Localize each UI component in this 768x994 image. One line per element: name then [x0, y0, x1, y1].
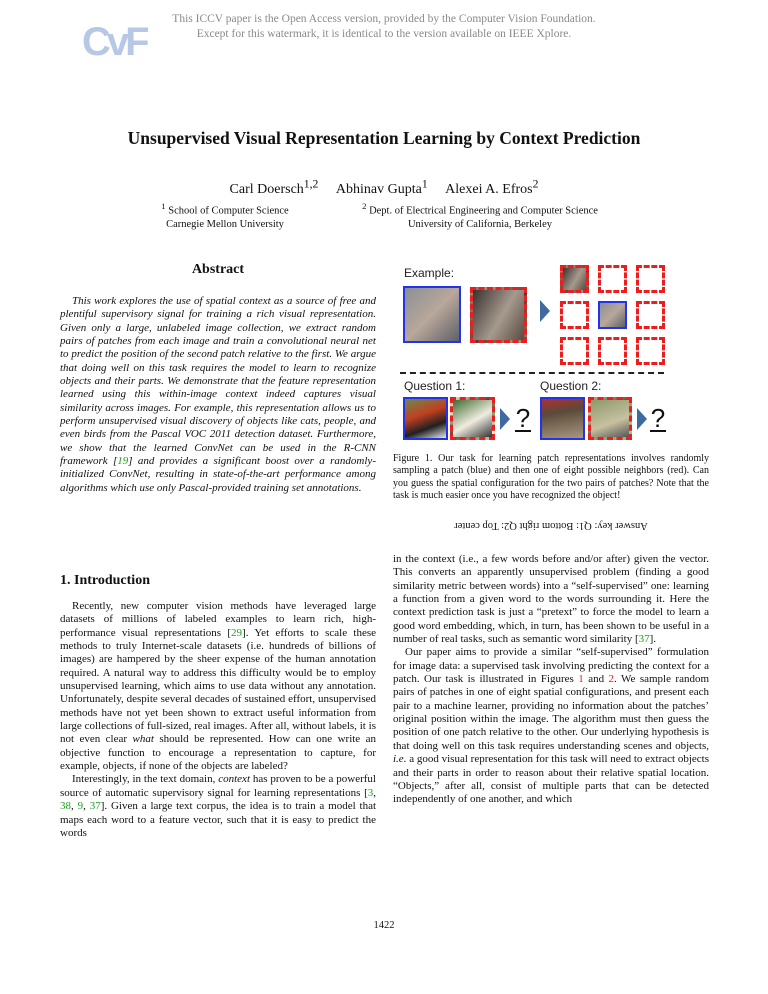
figure-reference-link[interactable]: 1	[578, 673, 584, 686]
paragraph	[60, 773, 376, 840]
question-mark: ?	[515, 403, 531, 433]
text-run: a good visual representation for this task will need to extract objects and their parts in order to reason about their relative spatial location. “Objects,” after all, consist of multiple parts that can be detected independently of one another, and which	[393, 753, 709, 806]
text-run: Our paper aims to provide a similar “self-supervised” formulation for image data: a supervised task involving predicting the context for a patch. Our task is illustrated in Figures	[393, 646, 709, 686]
grid-cell	[636, 265, 665, 293]
author: Carl Doersch$^{1,2}$	[229, 177, 319, 197]
author: Alexei A. Efros$^2$	[445, 177, 539, 197]
right-column-body	[393, 553, 709, 807]
watermark	[0, 12, 768, 42]
paragraph	[393, 646, 709, 806]
citation-link[interactable]: 19	[117, 455, 129, 468]
abstract-heading: Abstract	[191, 262, 245, 277]
center-patch-image	[403, 286, 461, 343]
author-list	[0, 177, 768, 198]
neighbor-patch-image	[470, 287, 527, 343]
text-run: Recently, new computer vision methods have leveraged large datasets of millions of labeled examples to learn rich, high-performance visual representations [	[60, 600, 376, 639]
abstract-body	[60, 295, 376, 495]
text-run: ,	[83, 800, 90, 813]
section-heading-introduction: 1. Introduction	[60, 573, 150, 588]
citation-link[interactable]: 37	[89, 800, 101, 813]
text-run: has proven to be a powerful source of automatic supervisory signal for learning representations [	[60, 773, 376, 799]
arrow-icon	[540, 300, 550, 322]
figure-caption: Figure 1. Our task for learning patch representations involves randomly sampling a patch (blue) and then one of eight possible neighbors (red). Can you guess the spatial configuration for the two pairs of patches? Note that the task is much easier once you have recognized the object!	[393, 453, 709, 502]
text-run: ] and provides a significant boost over a randomly-initialized ConvNet, resulting in state-of-the-art performance among algorithms which use only Pascal-provided training set annotations.	[60, 455, 376, 494]
citation-link[interactable]: 3	[367, 786, 374, 799]
text-run: ,	[71, 800, 78, 813]
introduction-body	[60, 600, 376, 840]
affiliation-1: $^1$ School of Computer Science Carnegie Mellon University	[161, 201, 289, 230]
grid-cell-center	[598, 301, 627, 329]
q2-neighbor-patch	[588, 397, 632, 440]
divider	[400, 372, 664, 374]
author: Abhinav Gupta$^1$	[335, 177, 428, 197]
text-run: should be represented. How can one write an objective function to encourage a representation to capture, for example, objects, if none of the objects are labeled?	[60, 733, 377, 773]
emphasis-text: context	[218, 773, 250, 786]
example-label: Example:	[404, 266, 455, 280]
paper-title: Unsupervised Visual Representation Learning by Context Prediction	[127, 128, 641, 148]
grid-cell	[598, 337, 627, 365]
grid-cell	[560, 265, 589, 293]
paragraph	[60, 600, 376, 773]
figure-1	[393, 258, 709, 448]
citation-link[interactable]: 9	[77, 800, 84, 813]
q1-neighbor-patch	[450, 397, 495, 440]
grid-cell	[598, 265, 627, 293]
page-number: 1422	[373, 920, 395, 931]
question-mark: ?	[650, 403, 666, 433]
grid-cell	[560, 301, 589, 329]
paragraph	[393, 553, 709, 646]
grid-cell	[636, 337, 665, 365]
figure-reference-link[interactable]: 2	[608, 673, 615, 686]
citation-link[interactable]: 29	[231, 626, 243, 639]
text-run: ]. Yet efforts to scale these methods to truly Internet-scale datasets (i.e. hundreds of billions of images) are hampered by the sheer expense of the human annotation required. A natural way to address this difficulty would be to employ unsupervised learning, which aims to use data without any annotation. Unfortunately, despite several decades of sustained effort, unsupervised methods have not yet been shown to extract useful information from large collections of full-sized, real images. After all, without labels, it is not even clear	[60, 626, 377, 746]
text-run: . We sample random pairs of patches in one of eight spatial configurations, and present each pair to a machine learner, providing no information about the patches’ original position within the image. The algorithm must then guess the position of one patch relative to the other. Our underlying hypothesis is that doing well on this task requires understanding scenes and objects,	[393, 673, 710, 752]
grid-cell	[560, 337, 589, 365]
grid-cell	[636, 301, 665, 329]
text-run: ,	[373, 786, 376, 799]
citation-link[interactable]: 38	[60, 800, 71, 813]
text-run: ].	[649, 633, 657, 646]
watermark-line-1: This ICCV paper is the Open Access version, provided by the Computer Vision Foundation.	[172, 13, 596, 25]
affiliation-2: $^2$ Dept. of Electrical Engineering and Computer Science University of California, Berkeley	[362, 201, 598, 230]
arrow-icon	[500, 408, 510, 430]
text-run: and	[583, 673, 609, 686]
cvf-logo: CvF	[82, 20, 146, 64]
text-run: in the context (i.e., a few words before and/or after) given the vector. This converts an apparently unsupervised problem (finding a good similarity metric between words) into a “self-supervised” one: learning a function from a given word to the words surrounding it. Here the context prediction task is just a “pretext” to force the model to learn a good word embedding, which, in turn, has been shown to be useful in a number of real tasks, such as semantic word similarity [	[393, 553, 709, 646]
emphasis-text: what	[132, 733, 154, 746]
q2-center-patch	[540, 397, 585, 440]
paragraph	[60, 295, 376, 495]
emphasis-text: i.e.	[393, 753, 407, 766]
watermark-line-2: Except for this watermark, it is identical to the version available on IEEE Xplore.	[196, 28, 572, 40]
text-run: Interestingly, in the text domain,	[72, 773, 219, 786]
citation-link[interactable]: 37	[638, 633, 650, 646]
text-run: This work explores the use of spatial context as a source of free and plentiful supervisory signal for training a rich visual representation. Given only a large, unlabeled image collection, we extract random pairs of patches from each image and train a convolutional neural net to predict the position of the second patch relative to the first. We argue that doing well on this task requires the model to learn to recognize objects and their parts. We demonstrate that the feature representation learned using this within-image context indeed captures visual similarity across images. For example, this representation allows us to perform unsupervised visual discovery of objects like cats, people, and even birds from the Pascal VOC 2011 detection dataset. Furthermore, we show that the learned ConvNet can be used in the R-CNN framework [	[60, 295, 376, 468]
answer-key: Answer key: Q1: Bottom right Q2: Top center	[454, 520, 648, 531]
q1-center-patch	[403, 397, 448, 440]
question-1-label: Question 1:	[404, 379, 466, 393]
arrow-icon	[637, 408, 647, 430]
text-run: ]. Given a large text corpus, the idea is to train a model that maps each word to a feature vector, such that it is easy to predict the words	[60, 800, 377, 839]
question-2-label: Question 2:	[540, 379, 602, 393]
